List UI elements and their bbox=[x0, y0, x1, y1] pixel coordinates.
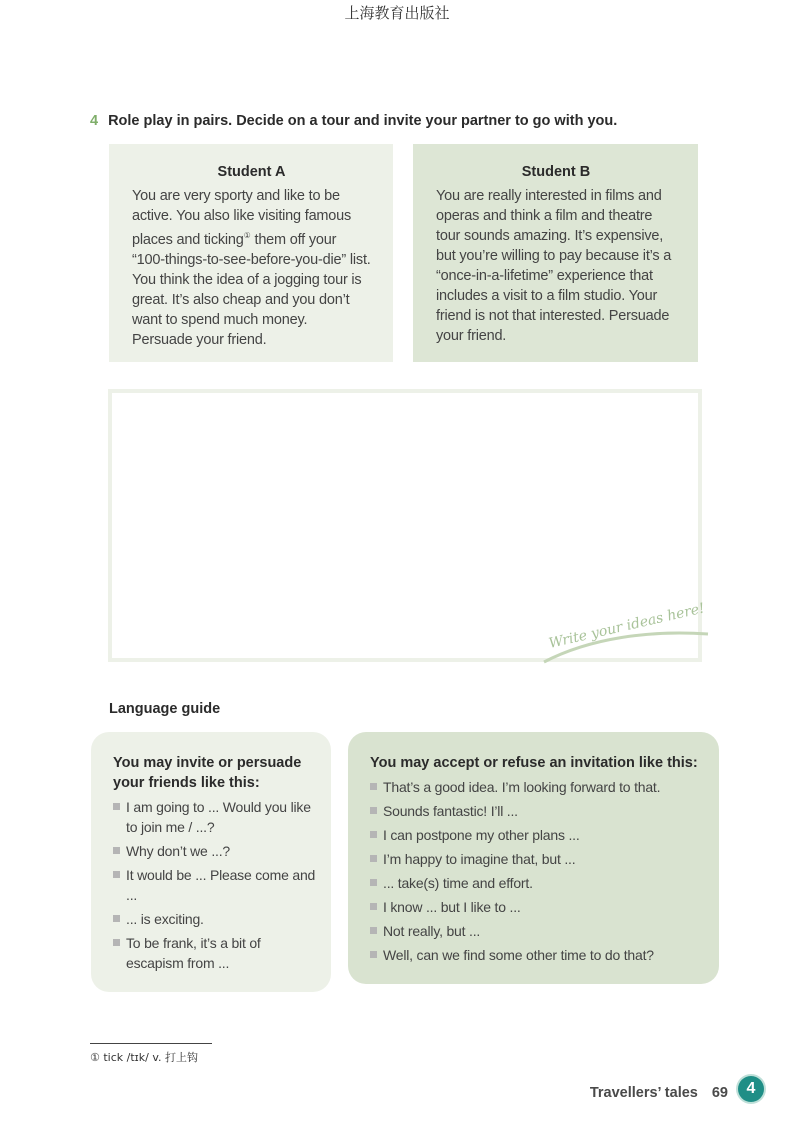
bullet-square bbox=[370, 783, 377, 790]
phrase-text: That’s a good idea. I’m looking forward to that. bbox=[383, 779, 661, 795]
bullet-square bbox=[113, 939, 120, 946]
phrase-text: Well, can we find some other time to do that? bbox=[383, 947, 654, 963]
footnote-marker: ① bbox=[243, 231, 251, 240]
bullet-square bbox=[370, 855, 377, 862]
list-item bbox=[113, 865, 317, 905]
task-number: 4 bbox=[90, 113, 99, 129]
list-item bbox=[113, 841, 317, 861]
invite-phrases-title: You may invite or persuade your friends like this: bbox=[113, 755, 302, 791]
phrase-text: Not really, but ... bbox=[383, 923, 481, 939]
list-item bbox=[370, 825, 705, 845]
bullet-square bbox=[113, 847, 120, 854]
bullet-square bbox=[113, 871, 120, 878]
bullet-square bbox=[113, 915, 120, 922]
write-hint-text: Write your ideas here! bbox=[547, 600, 707, 652]
bullet-square bbox=[370, 951, 377, 958]
invite-phrases-box bbox=[91, 732, 331, 992]
student-a-text bbox=[132, 186, 371, 350]
student-b-card bbox=[413, 144, 698, 362]
publisher-header: 上海教育出版社 bbox=[344, 4, 450, 22]
phrase-text: I am going to ... Would you like to join me / ...? bbox=[126, 799, 311, 835]
bullet-square bbox=[113, 803, 120, 810]
bullet-square bbox=[370, 879, 377, 886]
task-instruction bbox=[90, 113, 617, 129]
student-b-title: Student B bbox=[521, 164, 591, 180]
phrase-text: Sounds fantastic! I’ll ... bbox=[383, 803, 518, 819]
book-title: Travellers’ tales bbox=[589, 1085, 698, 1101]
invite-phrases-list bbox=[113, 797, 317, 973]
student-a-card bbox=[109, 144, 393, 362]
list-item bbox=[370, 897, 705, 917]
unit-badge: 4 bbox=[738, 1076, 764, 1102]
respond-phrases-list bbox=[370, 777, 705, 965]
bullet-square bbox=[370, 927, 377, 934]
list-item bbox=[370, 777, 705, 797]
list-item bbox=[370, 921, 705, 941]
phrase-text: To be frank, it’s a bit of escapism from ... bbox=[126, 935, 261, 971]
list-item bbox=[370, 873, 705, 893]
footnote-divider bbox=[90, 1043, 212, 1044]
bullet-square bbox=[370, 903, 377, 910]
student-a-text-part1: You are very sporty and like to be active. You also like visiting famous places and ticking bbox=[132, 188, 352, 248]
phrase-text: Why don’t we ...? bbox=[126, 843, 230, 859]
respond-phrases-box bbox=[348, 732, 719, 984]
bullet-square bbox=[370, 831, 377, 838]
page-footer bbox=[590, 1085, 728, 1101]
list-item bbox=[113, 909, 317, 929]
language-guide-heading: Language guide bbox=[109, 701, 221, 717]
bullet-square bbox=[370, 807, 377, 814]
respond-phrases-title: You may accept or refuse an invitation like this: bbox=[370, 755, 698, 771]
list-item bbox=[113, 797, 317, 837]
list-item bbox=[370, 849, 705, 869]
student-a-text-part2: them off your “100-things-to-see-before-you-die” list. You think the idea of a jogging tour is great. It’s also cheap and you don’t want to spend much money. Persuade your friend. bbox=[132, 231, 371, 348]
phrase-text: I’m happy to imagine that, but ... bbox=[383, 851, 576, 867]
list-item bbox=[370, 945, 705, 965]
phrase-text: ... take(s) time and effort. bbox=[383, 875, 533, 891]
phrase-text: It would be ... Please come and ... bbox=[126, 867, 316, 903]
phrase-text: I know ... but I like to ... bbox=[383, 899, 521, 915]
task-text: Role play in pairs. Decide on a tour and invite your partner to go with you. bbox=[108, 113, 618, 129]
student-b-text: You are really interested in films and operas and think a film and theatre tour sounds amazing. It’s expensive, but you’re willing to pay because it’s a “once-in-a-lifetime” experience that includes a visit to a film studio. Your friend is not that interested. Persuade your friend. bbox=[436, 188, 672, 344]
write-hint bbox=[540, 598, 710, 668]
page-number: 69 bbox=[711, 1085, 728, 1101]
list-item bbox=[370, 801, 705, 821]
list-item bbox=[113, 933, 317, 973]
phrase-text: ... is exciting. bbox=[126, 911, 204, 927]
footnote: ① tick /tɪk/ v. 打上钩 bbox=[90, 1051, 198, 1064]
phrase-text: I can postpone my other plans ... bbox=[383, 827, 580, 843]
student-a-title: Student A bbox=[217, 164, 286, 180]
